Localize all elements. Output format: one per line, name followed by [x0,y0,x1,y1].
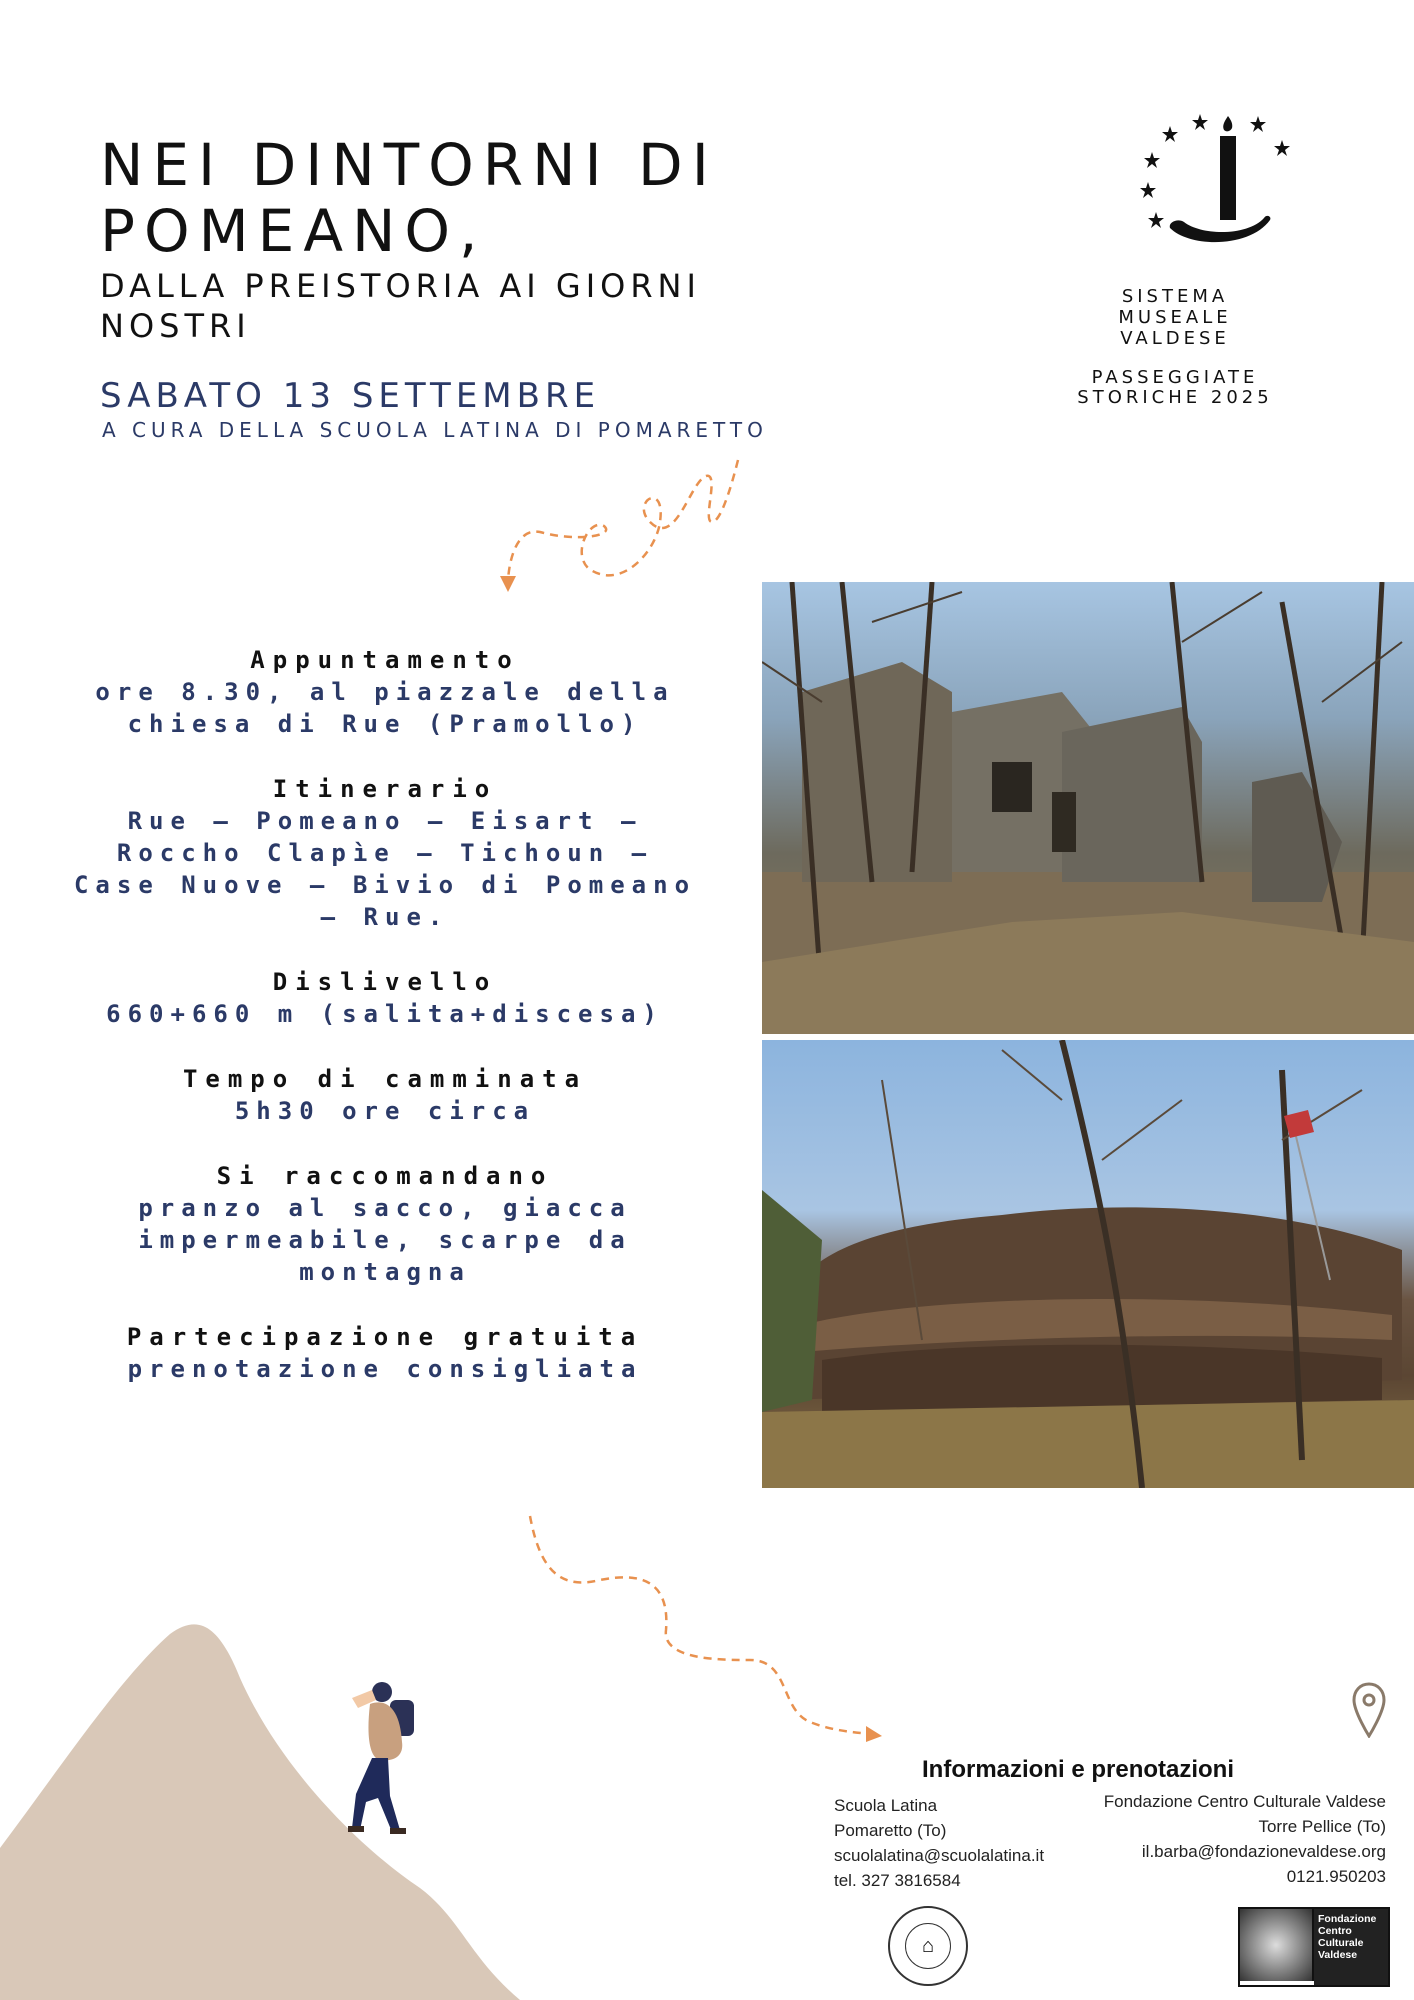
contact-email[interactable]: scuolalatina@scuolalatina.it [834,1846,1045,1865]
title-line-1: NEI DINTORNI DI [100,131,718,199]
detail-value: pranzo al sacco, giacca impermeabile, scarpe da montagna [138,1194,632,1286]
contact-name: Scuola Latina [834,1796,938,1815]
detail-value: Rue – Pomeano – Eisart – Roccho Clapìe – Tichoun – Case Nuove – Bivio di Pomeano – Rue. [73,807,697,931]
series-name [1075,368,1275,408]
detail-value: ore 8.30, al piazzale della chiesa di Rue (Pramollo) [95,678,675,738]
museum-name-line-2: MUSEALE [1118,307,1232,328]
stone-ruins-illustration [762,582,1414,1034]
detail-label: Dislivello [272,968,498,996]
detail-value: 660+660 m (salita+discesa) [106,1000,664,1028]
series-line-2: STORICHE 2025 [1077,387,1273,408]
detail-dislivello [70,966,700,1030]
detail-partecipazione [70,1321,700,1385]
title-line-2: POMEANO, [100,197,487,265]
museum-name-line-1: SISTEMA [1121,286,1229,307]
contact-phone[interactable]: tel. 327 3816584 [834,1871,961,1890]
museum-name-line-3: VALDESE [1120,328,1230,349]
location-pin-icon [1352,1682,1386,1738]
curated-by: A CURA DELLA SCUOLA LATINA DI POMARETTO [102,418,768,442]
contact-location: Pomaretto (To) [834,1821,947,1840]
photo-rock-formation [762,1040,1414,1488]
detail-value: prenotazione consigliata [127,1355,643,1383]
contact-location: Torre Pellice (To) [1258,1817,1386,1836]
series-line-1: PASSEGGIATE [1091,367,1259,388]
detail-label: Itinerario [272,775,498,803]
info-title: Informazioni e prenotazioni [922,1756,1235,1783]
detail-label: Si raccomandano [216,1162,554,1190]
hiker-icon [330,1678,440,1843]
rock-formation-illustration [762,1040,1414,1488]
event-date: SABATO 13 SETTEMBRE [100,376,601,416]
contact-email[interactable]: il.barba@fondazionevaldese.org [1141,1842,1386,1861]
contact-phone[interactable]: 0121.950203 [1286,1867,1386,1886]
detail-itinerario [70,773,700,933]
contact-name: Fondazione Centro Culturale Valdese [1103,1792,1386,1811]
contact-fondazione [1104,1789,1386,1889]
mountain-illustration [0,1618,540,2000]
detail-appuntamento [70,644,700,740]
dashed-arrow-top-icon [480,452,760,632]
subtitle-line-2: NOSTRI [100,307,251,345]
detail-label: Appuntamento [250,646,520,674]
detail-tempo [70,1063,700,1127]
photo-stone-ruins [762,582,1414,1034]
contact-scuola-latina [834,1793,1044,1893]
fondazione-logo [1238,1907,1390,1987]
museum-name [1075,286,1275,349]
fondazione-logo-text: Fondazione Centro Culturale Valdese [1314,1909,1388,1985]
detail-raccomandazioni [70,1160,700,1288]
subtitle-line-1: DALLA PREISTORIA AI GIORNI [100,267,701,305]
detail-value: 5h30 ore circa [234,1097,536,1125]
event-details [70,644,700,1418]
museum-logo-icon [1140,112,1300,262]
fondazione-emblem-icon [1240,1909,1314,1981]
building-icon: ⌂ [905,1923,951,1969]
dashed-arrow-bottom-icon [520,1510,890,1750]
page-title [100,132,718,264]
detail-label: Partecipazione gratuita [126,1323,644,1351]
detail-label: Tempo di camminata [182,1065,588,1093]
scuola-latina-seal-logo [888,1906,968,1986]
page-subtitle [100,266,701,346]
